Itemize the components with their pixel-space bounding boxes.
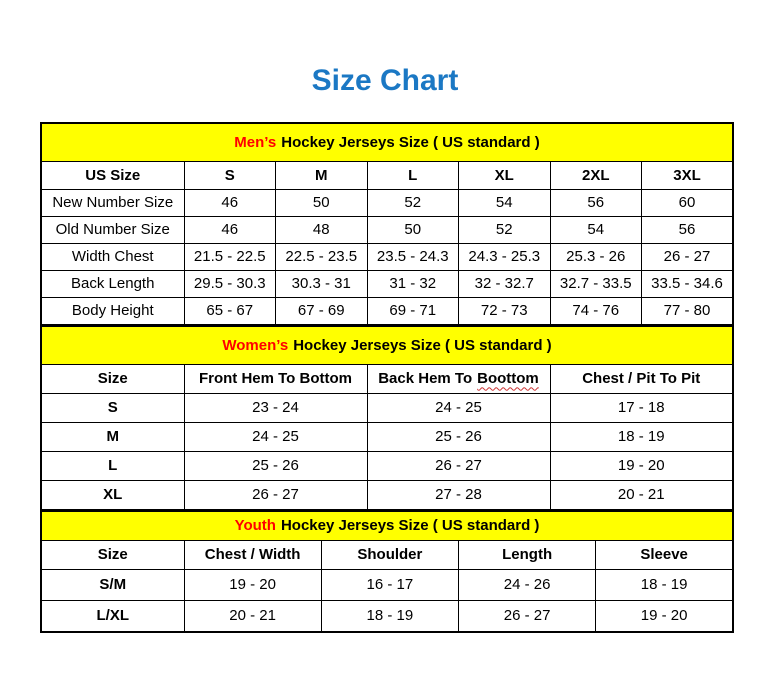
row-label: M [41, 423, 184, 452]
column-header: Sleeve [596, 541, 733, 570]
column-header: Length [459, 541, 596, 570]
value-cell: 25 - 26 [184, 452, 367, 481]
value-cell: 16 - 17 [321, 570, 458, 601]
value-cell: 24.3 - 25.3 [459, 244, 551, 271]
value-cell: 24 - 26 [459, 570, 596, 601]
table-row [41, 452, 733, 481]
value-cell: 26 - 27 [642, 244, 734, 271]
value-cell: 26 - 27 [459, 601, 596, 633]
table-row [41, 298, 733, 326]
value-cell: 18 - 19 [550, 423, 733, 452]
column-header: US Size [41, 162, 184, 190]
womens-heading-text: Hockey Jerseys Size ( US standard ) [293, 336, 552, 354]
column-header: Size [41, 365, 184, 394]
table-row [41, 601, 733, 633]
value-cell: 18 - 19 [321, 601, 458, 633]
value-cell: 20 - 21 [184, 601, 321, 633]
youth-column-header-row [41, 541, 733, 570]
value-cell: 19 - 20 [184, 570, 321, 601]
value-cell: 27 - 28 [367, 481, 550, 511]
youth-heading-text: Hockey Jerseys Size ( US standard ) [280, 517, 540, 535]
column-header: 3XL [642, 162, 734, 190]
value-cell: 46 [184, 190, 276, 217]
value-cell: 24 - 25 [184, 423, 367, 452]
value-cell: 32 - 32.7 [459, 271, 551, 298]
value-cell: 23.5 - 24.3 [367, 244, 459, 271]
youth-section-header-row [41, 511, 733, 541]
row-label: XL [41, 481, 184, 511]
table-row [41, 271, 733, 298]
womens-heading-accent: Women’s [222, 336, 289, 354]
value-cell: 22.5 - 23.5 [276, 244, 368, 271]
row-label: Old Number Size [41, 217, 184, 244]
column-header-back-hem [367, 365, 550, 394]
value-cell: 24 - 25 [367, 394, 550, 423]
back-hem-prefix: Back Hem To [378, 370, 473, 388]
value-cell: 32.7 - 33.5 [550, 271, 642, 298]
value-cell: 74 - 76 [550, 298, 642, 326]
value-cell: 19 - 20 [596, 601, 733, 633]
row-label: L [41, 452, 184, 481]
value-cell: 52 [459, 217, 551, 244]
value-cell: 65 - 67 [184, 298, 276, 326]
row-label: L/XL [41, 601, 184, 633]
womens-size-table [40, 325, 734, 511]
value-cell: 23 - 24 [184, 394, 367, 423]
value-cell: 77 - 80 [642, 298, 734, 326]
mens-heading-accent: Men’s [234, 133, 277, 151]
row-label: Body Height [41, 298, 184, 326]
value-cell: 56 [550, 190, 642, 217]
value-cell: 30.3 - 31 [276, 271, 368, 298]
youth-section-header [41, 511, 733, 541]
table-row [41, 481, 733, 511]
value-cell: 26 - 27 [367, 452, 550, 481]
womens-section-header [41, 326, 733, 365]
row-label: S/M [41, 570, 184, 601]
mens-heading-text: Hockey Jerseys Size ( US standard ) [281, 133, 540, 151]
row-label: Width Chest [41, 244, 184, 271]
mens-section-header [41, 123, 733, 162]
value-cell: 20 - 21 [550, 481, 733, 511]
value-cell: 33.5 - 34.6 [642, 271, 734, 298]
value-cell: 54 [459, 190, 551, 217]
value-cell: 69 - 71 [367, 298, 459, 326]
youth-heading-accent: Youth [234, 517, 276, 535]
table-row [41, 570, 733, 601]
value-cell: 25 - 26 [367, 423, 550, 452]
mens-section-header-row [41, 123, 733, 162]
value-cell: 67 - 69 [276, 298, 368, 326]
value-cell: 50 [367, 217, 459, 244]
column-header: 2XL [550, 162, 642, 190]
table-row [41, 190, 733, 217]
womens-section-header-row [41, 326, 733, 365]
table-row [41, 244, 733, 271]
column-header: Shoulder [321, 541, 458, 570]
value-cell: 72 - 73 [459, 298, 551, 326]
value-cell: 54 [550, 217, 642, 244]
column-header: Chest / Pit To Pit [550, 365, 733, 394]
value-cell: 18 - 19 [596, 570, 733, 601]
value-cell: 60 [642, 190, 734, 217]
page-title: Size Chart [311, 64, 459, 97]
value-cell: 52 [367, 190, 459, 217]
value-cell: 56 [642, 217, 734, 244]
youth-size-table [40, 510, 734, 633]
mens-column-header-row [41, 162, 733, 190]
size-chart-container [40, 122, 734, 633]
row-label: New Number Size [41, 190, 184, 217]
value-cell: 21.5 - 22.5 [184, 244, 276, 271]
back-hem-misspelled-word: Boottom [477, 370, 539, 388]
column-header: L [367, 162, 459, 190]
table-row [41, 217, 733, 244]
table-row [41, 423, 733, 452]
column-header: XL [459, 162, 551, 190]
womens-column-header-row [41, 365, 733, 394]
column-header: S [184, 162, 276, 190]
mens-size-table [40, 122, 734, 326]
value-cell: 25.3 - 26 [550, 244, 642, 271]
value-cell: 48 [276, 217, 368, 244]
column-header: Front Hem To Bottom [184, 365, 367, 394]
value-cell: 19 - 20 [550, 452, 733, 481]
row-label: S [41, 394, 184, 423]
column-header: M [276, 162, 368, 190]
column-header: Size [41, 541, 184, 570]
value-cell: 29.5 - 30.3 [184, 271, 276, 298]
value-cell: 31 - 32 [367, 271, 459, 298]
row-label: Back Length [41, 271, 184, 298]
value-cell: 50 [276, 190, 368, 217]
value-cell: 17 - 18 [550, 394, 733, 423]
column-header: Chest / Width [184, 541, 321, 570]
table-row [41, 394, 733, 423]
value-cell: 46 [184, 217, 276, 244]
value-cell: 26 - 27 [184, 481, 367, 511]
